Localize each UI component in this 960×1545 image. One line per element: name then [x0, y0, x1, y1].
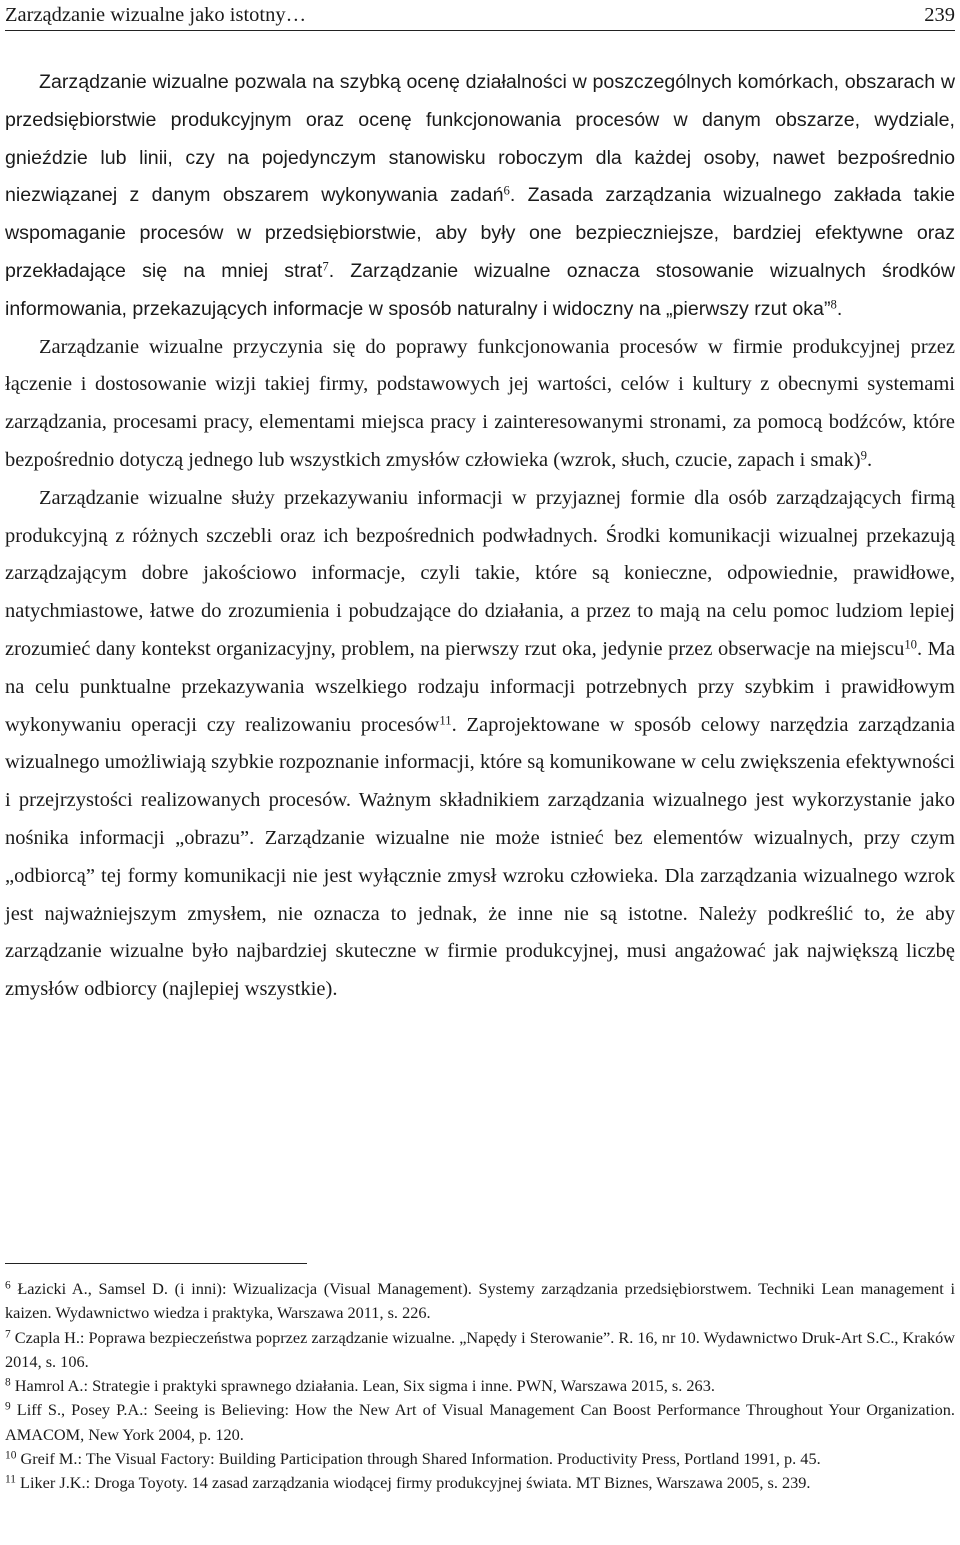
paragraph [5, 480, 955, 1009]
footnote-text: Liff S., Posey P.A.: Seeing is Believing: How the New Art of Visual Management Can Boost Performance Throughout Your Organization. AMACOM, New York 2004, p. 120. [5, 1400, 955, 1444]
paragraph-text: . Zaprojektowane w sposób celowy narzędzia zarządzania wizualnego umożliwiają szybkie rozpoznanie informacji, które są komunikowane w celu zwiększenia efektywności i przejrzystości realizowanych procesów. Ważnym składnikiem zarządzania wizualnego jest wykorzystanie jako nośnika informacji „obrazu”. Zarządzanie wizualne nie może istnieć bez elementów wizualnych, przy czym „odbiorcą” tej formy komunikacji nie jest wyłącznie zmysł wzroku człowieka. Dla zarządzania wizualnego wzrok jest najważniejszym zmysłem, nie oznacza to jednak, że inne nie są istotne. Należy podkreślić to, że aby zarządzanie wizualne było najbardziej skuteczne w firmie produkcyjnej, musi angażować jak największą liczbę zmysłów odbiorcy (najlepiej wszystkie). [5, 713, 955, 1001]
page-number: 239 [924, 4, 955, 26]
footnote-ref: 9 [860, 448, 867, 463]
footnote-number: 9 [5, 1400, 11, 1413]
footnote [5, 1471, 955, 1495]
running-header [5, 0, 955, 31]
paragraph-text: . [866, 448, 873, 471]
footnote [5, 1398, 955, 1447]
paragraph-text: . Zarządzanie wizualne oznacza stosowanie wizualnych środków informowania, przekazujących informacje w sposób naturalny i widoczny na „pierwszy rzut oka” [5, 259, 955, 320]
paragraph [5, 64, 955, 329]
footnote-ref: 10 [904, 637, 918, 652]
footnote-number: 8 [5, 1376, 11, 1389]
paragraph-text: . Zasada zarządzania wizualnego zakłada takie wspomaganie procesów w przedsiębiorstwie, aby były one bezpieczniejsze, bardziej efektywne oraz przekładające się na mniej strat [5, 184, 955, 282]
footnote-text: Greif M.: The Visual Factory: Building Participation through Shared Information. Productivity Press, Portland 1991, p. 45. [16, 1449, 821, 1469]
footnote-text: Łazicki A., Samsel D. (i inni): Wizualizacja (Visual Management). Systemy zarządzania przedsiębiorstwem. Techniki Lean management i kaizen. Wydawnictwo wiedza i praktyka, Warszawa 2011, s. 226. [5, 1279, 955, 1323]
footnote-ref: 6 [503, 184, 510, 199]
footnote-text: Czapla H.: Poprawa bezpieczeństwa poprzez zarządzanie wizualne. „Napędy i Sterowanie”. R. 16, nr 10. Wydawnictwo Druk-Art S.C., Kraków 2014, s. 106. [5, 1327, 955, 1371]
footnote [5, 1374, 955, 1398]
footnote-separator [5, 1263, 307, 1264]
footnote [5, 1447, 955, 1471]
footnote [5, 1277, 955, 1326]
footnote-ref: 11 [439, 713, 452, 728]
paragraph-text: Zarządzanie wizualne przyczynia się do poprawy funkcjonowania procesów w firmie produkcyjnej przez łączenie i dostosowanie wizji takiej firmy, podstawowych jej wartości, celów i kultury z obecnymi systemami zarządzania, procesami pracy, elementami miejsca pracy i zainteresowanymi stronami, za pomocą bodźców, które bezpośrednio dotyczą jednego lub wszystkich zmysłów człowieka (wzrok, słuch, czucie, zapach i smak) [5, 335, 955, 471]
paragraph-text: . [836, 297, 843, 320]
footnote [5, 1326, 955, 1375]
footnote-text: Liker J.K.: Droga Toyoty. 14 zasad zarządzania wiodącej firmy produkcyjnej świata. MT Biznes, Warszawa 2005, s. 239. [15, 1473, 811, 1493]
paragraph-text: Zarządzanie wizualne pozwala na szybką ocenę działalności w poszczególnych komórkach, obszarach w przedsiębiorstwie produkcyjnym oraz ocenę funkcjonowania procesów w danym obszarze, wydziale, gnieździe lub linii, czy na pojedynczym stanowisku roboczym dla każdej osoby, nawet bezpośrednio niezwiązanej z danym obszarem wykonywania zadań [5, 71, 955, 207]
footnote-text: Hamrol A.: Strategie i praktyki sprawnego działania. Lean, Six sigma i inne. PWN, Warszawa 2015, s. 263. [10, 1376, 715, 1396]
footnote-ref: 8 [830, 297, 837, 312]
footnote-number: 6 [5, 1279, 11, 1292]
footnote-number: 11 [5, 1473, 16, 1486]
running-header-title: Zarządzanie wizualne jako istotny… [5, 4, 307, 26]
paragraph-text: . Ma na celu punktualne przekazywania wszelkiego rodzaju informacji potrzebnych przy szybkim i prawidłowym wykonywaniu operacji czy realizowaniu procesów [5, 637, 955, 736]
body-text [5, 64, 955, 1009]
paragraph-text: Zarządzanie wizualne służy przekazywaniu informacji w przyjaznej formie dla osób zarządzających firmą produkcyjną z różnych szczebli oraz ich bezpośrednich podwładnych. Środki komunikacji wizualnej przekazują zarządzającym dobre jakościowo informacje, czyli takie, które są konieczne, odpowiednie, prawidłowe, natychmiastowe, łatwe do zrozumienia i pobudzające do działania, a przez to mają na celu pomoc ludziom lepiej zrozumieć dany kontekst organizacyjny, problem, na pierwszy rzut oka, jedynie przez obserwacje na miejscu [5, 486, 955, 660]
paragraph [5, 329, 955, 480]
footnotes [5, 1277, 955, 1496]
footnote-number: 10 [5, 1449, 17, 1462]
footnote-ref: 7 [322, 259, 329, 274]
footnote-number: 7 [5, 1327, 11, 1340]
